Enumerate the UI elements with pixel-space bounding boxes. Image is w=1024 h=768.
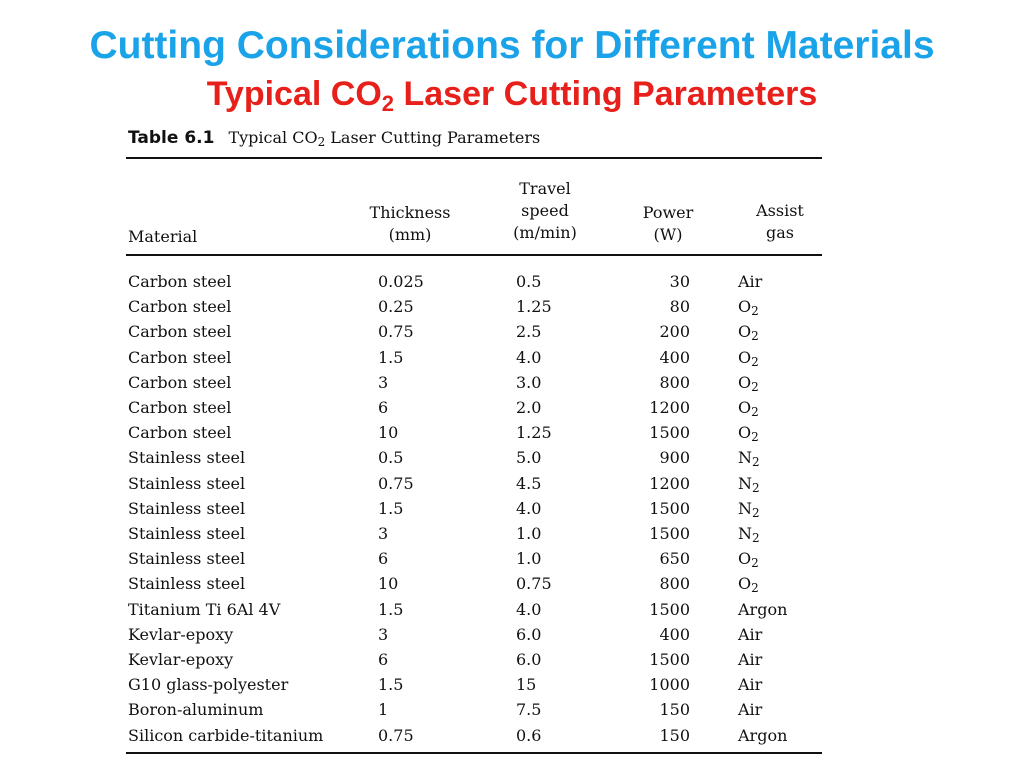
cell-material: G10 glass-polyester — [128, 675, 289, 694]
cell-assist-gas-subscript: 2 — [751, 556, 759, 570]
cell-assist-gas-symbol: Air — [738, 272, 763, 291]
cell-power: 400 — [659, 625, 690, 644]
cell-travel-speed: 15 — [516, 675, 537, 694]
cell-material: Boron-aluminum — [128, 700, 264, 719]
cell-assist-gas-symbol: Argon — [738, 726, 788, 745]
cell-thickness: 0.75 — [378, 474, 414, 493]
cell-assist-gas — [738, 700, 762, 720]
cell-assist-gas — [738, 574, 759, 594]
cell-assist-gas-symbol: Air — [738, 675, 763, 694]
cell-power: 1500 — [649, 423, 690, 442]
cell-material: Carbon steel — [128, 423, 232, 442]
cell-assist-gas-subscript: 2 — [751, 380, 759, 394]
cell-material: Kevlar-epoxy — [128, 650, 234, 669]
cell-assist-gas-symbol: O — [738, 297, 752, 316]
cell-thickness: 3 — [378, 524, 389, 543]
header-speed-line3: (m/min) — [513, 223, 577, 242]
cell-assist-gas-symbol: O — [738, 398, 752, 417]
cell-thickness: 10 — [378, 574, 399, 593]
cell-assist-gas-symbol: Air — [738, 625, 763, 644]
cell-power: 150 — [659, 700, 690, 719]
cell-travel-speed: 1.0 — [516, 549, 542, 568]
header-gas-line1: Assist — [756, 201, 804, 220]
cell-assist-gas-subscript: 2 — [751, 304, 759, 318]
cell-assist-gas-symbol: N — [738, 499, 752, 518]
subtitle-subscript: 2 — [381, 91, 395, 116]
cell-assist-gas-subscript: 2 — [751, 581, 759, 595]
cell-thickness: 0.75 — [378, 726, 414, 745]
cell-material: Titanium Ti 6Al 4V — [128, 600, 281, 619]
cell-travel-speed: 6.0 — [516, 650, 542, 669]
table-number: Table 6.1 — [128, 128, 215, 148]
cell-power: 1500 — [649, 499, 690, 518]
cell-assist-gas — [738, 423, 759, 443]
subtitle-text-pre: Typical CO — [206, 75, 382, 113]
cell-assist-gas — [738, 272, 762, 292]
cell-thickness: 0.025 — [378, 272, 424, 291]
cell-travel-speed: 1.0 — [516, 524, 542, 543]
cell-travel-speed: 0.75 — [516, 574, 552, 593]
cell-assist-gas-subscript: 2 — [752, 455, 760, 469]
header-travel-speed — [495, 178, 595, 244]
slide-title: Cutting Considerations for Different Materials — [89, 24, 935, 67]
cell-assist-gas-subscript: 2 — [751, 430, 759, 444]
cell-assist-gas-subscript: 2 — [751, 405, 759, 419]
cell-material: Stainless steel — [128, 448, 246, 467]
cell-thickness: 1 — [378, 700, 389, 719]
table-caption-subscript: 2 — [317, 135, 326, 149]
cell-material: Stainless steel — [128, 499, 246, 518]
cell-travel-speed: 1.25 — [516, 297, 552, 316]
cell-assist-gas-subscript: 2 — [752, 531, 760, 545]
cell-assist-gas — [738, 499, 760, 519]
cell-assist-gas — [738, 549, 759, 569]
cell-thickness: 6 — [378, 398, 389, 417]
table-rule-top — [126, 157, 822, 159]
cell-assist-gas — [738, 398, 759, 418]
cell-thickness: 3 — [378, 373, 389, 392]
cell-thickness: 0.75 — [378, 322, 414, 341]
cell-material: Stainless steel — [128, 524, 246, 543]
cell-thickness: 3 — [378, 625, 389, 644]
cell-travel-speed: 7.5 — [516, 700, 542, 719]
cell-assist-gas-subscript: 2 — [752, 481, 760, 495]
cell-power: 200 — [659, 322, 690, 341]
cell-thickness: 0.5 — [378, 448, 404, 467]
cell-travel-speed: 0.6 — [516, 726, 542, 745]
table-rule-header — [126, 254, 822, 256]
cell-assist-gas — [738, 474, 760, 494]
cell-travel-speed: 4.0 — [516, 348, 542, 367]
cell-assist-gas-symbol: O — [738, 423, 752, 442]
cell-power: 900 — [659, 448, 690, 467]
cell-assist-gas-symbol: O — [738, 322, 752, 341]
header-power-line2: (W) — [653, 225, 683, 244]
cell-thickness: 1.5 — [378, 348, 404, 367]
cell-travel-speed: 4.0 — [516, 600, 542, 619]
cell-power: 150 — [659, 726, 690, 745]
cell-assist-gas-subscript: 2 — [751, 355, 759, 369]
cell-travel-speed: 4.5 — [516, 474, 542, 493]
cell-material: Carbon steel — [128, 297, 232, 316]
cell-assist-gas-symbol: Air — [738, 700, 763, 719]
cell-thickness: 1.5 — [378, 675, 404, 694]
subtitle-text-post: Laser Cutting Parameters — [394, 75, 818, 113]
cell-assist-gas-symbol: Air — [738, 650, 763, 669]
cell-travel-speed: 2.5 — [516, 322, 542, 341]
cell-power: 400 — [659, 348, 690, 367]
cell-power: 800 — [659, 373, 690, 392]
table-caption-pre: Typical CO — [228, 128, 318, 147]
cell-material: Stainless steel — [128, 574, 246, 593]
cell-travel-speed: 0.5 — [516, 272, 542, 291]
cell-thickness: 6 — [378, 650, 389, 669]
cell-assist-gas — [738, 448, 760, 468]
cell-power: 30 — [669, 272, 690, 291]
cell-assist-gas-symbol: O — [738, 574, 752, 593]
cell-material: Carbon steel — [128, 272, 232, 291]
cell-assist-gas — [738, 600, 787, 620]
cell-travel-speed: 1.25 — [516, 423, 552, 442]
cell-thickness: 1.5 — [378, 600, 404, 619]
cell-material: Carbon steel — [128, 373, 232, 392]
cell-material: Stainless steel — [128, 474, 246, 493]
table-caption — [128, 128, 540, 148]
cell-power: 1000 — [649, 675, 690, 694]
table-caption-post: Laser Cutting Parameters — [325, 128, 541, 147]
cell-assist-gas-symbol: O — [738, 373, 752, 392]
cell-material: Carbon steel — [128, 348, 232, 367]
cell-assist-gas-symbol: N — [738, 524, 752, 543]
cell-material: Carbon steel — [128, 398, 232, 417]
cell-travel-speed: 5.0 — [516, 448, 542, 467]
cell-travel-speed: 4.0 — [516, 499, 542, 518]
header-material: Material — [128, 227, 198, 246]
cell-power: 1200 — [649, 398, 690, 417]
cell-power: 650 — [659, 549, 690, 568]
cell-assist-gas — [738, 675, 762, 695]
header-gas-line2: gas — [766, 223, 794, 242]
cell-thickness: 0.25 — [378, 297, 414, 316]
header-thickness-line1: Thickness — [369, 203, 451, 222]
cell-assist-gas-symbol: Argon — [738, 600, 788, 619]
cell-thickness: 1.5 — [378, 499, 404, 518]
cell-travel-speed: 2.0 — [516, 398, 542, 417]
cell-material: Carbon steel — [128, 322, 232, 341]
header-speed-line2: speed — [521, 201, 569, 220]
header-power — [628, 202, 708, 246]
cell-assist-gas — [738, 322, 759, 342]
cell-assist-gas-symbol: O — [738, 549, 752, 568]
header-thickness — [360, 202, 460, 246]
cell-material: Stainless steel — [128, 549, 246, 568]
table-rule-bottom — [126, 752, 822, 754]
cell-assist-gas — [738, 524, 760, 544]
cell-assist-gas — [738, 625, 762, 645]
cell-travel-speed: 6.0 — [516, 625, 542, 644]
cell-assist-gas-subscript: 2 — [751, 329, 759, 343]
cell-material: Kevlar-epoxy — [128, 625, 234, 644]
cell-assist-gas — [738, 348, 759, 368]
cell-assist-gas-symbol: N — [738, 474, 752, 493]
cell-thickness: 6 — [378, 549, 389, 568]
cell-travel-speed: 3.0 — [516, 373, 542, 392]
cell-assist-gas — [738, 373, 759, 393]
cell-power: 1500 — [649, 600, 690, 619]
cell-power: 1200 — [649, 474, 690, 493]
cell-assist-gas-subscript: 2 — [752, 506, 760, 520]
cell-assist-gas — [738, 297, 759, 317]
cell-power: 1500 — [649, 524, 690, 543]
cell-power: 1500 — [649, 650, 690, 669]
cell-thickness: 10 — [378, 423, 399, 442]
header-thickness-line2: (mm) — [388, 225, 432, 244]
header-power-line1: Power — [642, 203, 694, 222]
header-assist-gas — [738, 200, 822, 244]
cell-assist-gas — [738, 726, 787, 746]
cell-assist-gas — [738, 650, 762, 670]
cell-assist-gas-symbol: N — [738, 448, 752, 467]
cell-assist-gas-symbol: O — [738, 348, 752, 367]
header-speed-line1: Travel — [519, 179, 571, 198]
cell-power: 80 — [669, 297, 690, 316]
cell-power: 800 — [659, 574, 690, 593]
cell-material: Silicon carbide-titanium — [128, 726, 324, 745]
slide-subtitle — [0, 72, 1024, 116]
